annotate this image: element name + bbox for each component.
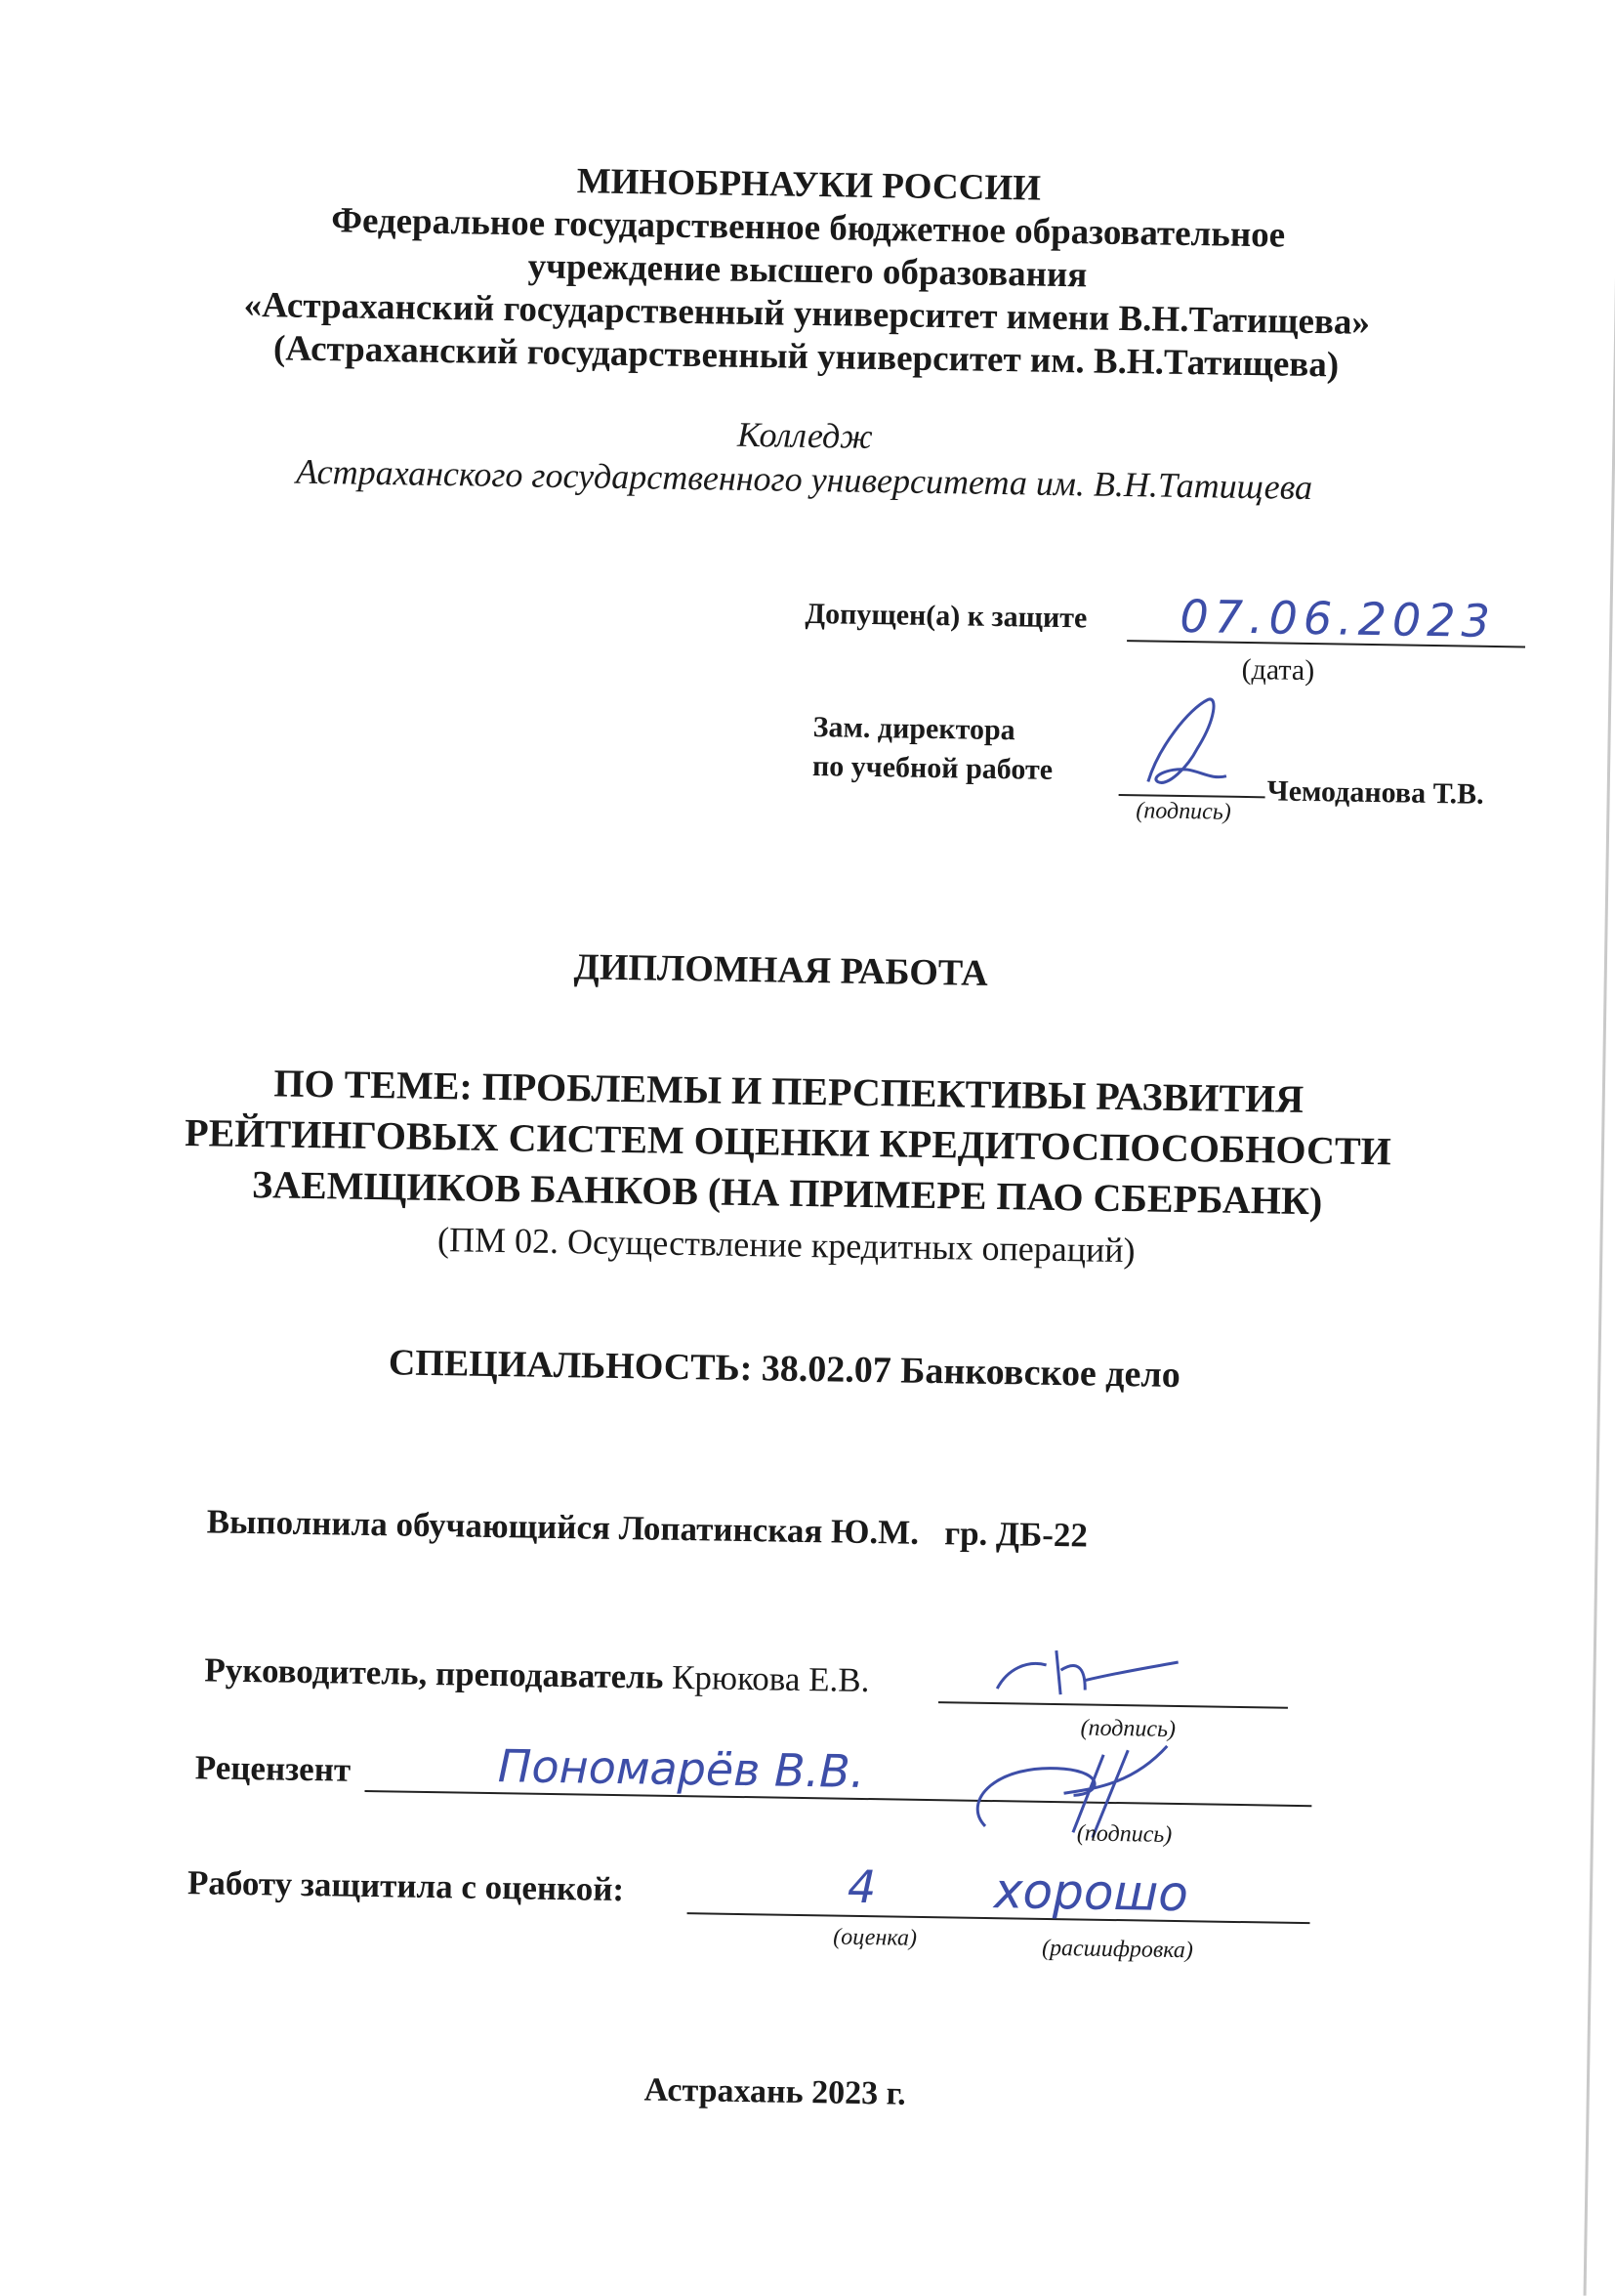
author-line bbox=[206, 1502, 1088, 1555]
reviewer-signature-caption: (подпись) bbox=[1076, 1820, 1173, 1848]
grade-word-handwritten: хорошо bbox=[993, 1862, 1189, 1923]
date-caption: (дата) bbox=[1241, 652, 1315, 688]
deputy-signature-caption: (подпись) bbox=[1136, 798, 1231, 825]
author-group: гр. ДБ-22 bbox=[943, 1514, 1089, 1555]
grade-label: Работу защитила с оценкой: bbox=[186, 1863, 625, 1909]
supervisor-signature bbox=[987, 1640, 1183, 1711]
deputy-signature bbox=[1129, 689, 1248, 798]
topic-line2: РЕЙТИНГОВЫХ СИСТЕМ ОЦЕНКИ КРЕДИТОСПОСОБНОСТИ bbox=[184, 1109, 1392, 1174]
reviewer-name-handwritten: Пономарёв В.В. bbox=[497, 1739, 865, 1798]
city-year: Астрахань 2023 г. bbox=[643, 2071, 907, 2112]
institution-type-line2: учреждение высшего образования bbox=[527, 246, 1088, 296]
supervisor-name: Крюкова Е.В. bbox=[671, 1657, 870, 1700]
ministry-title: МИНОБРНАУКИ РОССИИ bbox=[576, 161, 1042, 209]
deputy-director-line2: по учебной работе bbox=[811, 750, 1054, 786]
deputy-name: Чемоданова Т.В. bbox=[1266, 774, 1484, 811]
college-title: Колледж bbox=[736, 414, 874, 456]
university-full-name: «Астраханский государственный университет имени В.Н.Татищева» bbox=[243, 284, 1371, 343]
grade-mark-handwritten: 4 bbox=[847, 1859, 877, 1914]
topic-line3: ЗАЕМЩИКОВ БАНКОВ (НА ПРИМЕРЕ ПАО СБЕРБАНК) bbox=[251, 1162, 1323, 1224]
college-university: Астраханского государственного университета им. В.Н.Татищева bbox=[295, 451, 1313, 508]
institution-type-line1: Федеральное государственное бюджетное образовательное bbox=[330, 200, 1286, 256]
admission-date-handwritten: 07.06.2023 bbox=[1180, 589, 1497, 648]
admission-label: Допущен(а) к защите bbox=[805, 597, 1088, 635]
deputy-director-line1: Зам. директора bbox=[812, 711, 1015, 747]
professional-module: (ПМ 02. Осуществление кредитных операций) bbox=[436, 1220, 1136, 1271]
supervisor-signature-caption: (подпись) bbox=[1080, 1715, 1177, 1742]
supervisor-line bbox=[204, 1650, 870, 1700]
work-type: ДИПЛОМНАЯ РАБОТА bbox=[573, 946, 989, 994]
specialty: СПЕЦИАЛЬНОСТЬ: 38.02.07 Банковское дело bbox=[388, 1342, 1181, 1397]
reviewer-label: Рецензент bbox=[194, 1748, 352, 1789]
university-short-name: (Астраханский государственный университет им. В.Н.Татищева) bbox=[272, 328, 1340, 386]
grade-word-caption: (расшифровка) bbox=[1041, 1935, 1194, 1964]
author-label: Выполнила обучающийся Лопатинская Ю.М. bbox=[206, 1502, 920, 1552]
supervisor-label: Руководитель, преподаватель bbox=[204, 1650, 664, 1696]
topic-line1: ПО ТЕМЕ: ПРОБЛЕМЫ И ПЕРСПЕКТИВЫ РАЗВИТИЯ bbox=[273, 1061, 1304, 1121]
grade-mark-caption: (оценка) bbox=[833, 1924, 918, 1951]
